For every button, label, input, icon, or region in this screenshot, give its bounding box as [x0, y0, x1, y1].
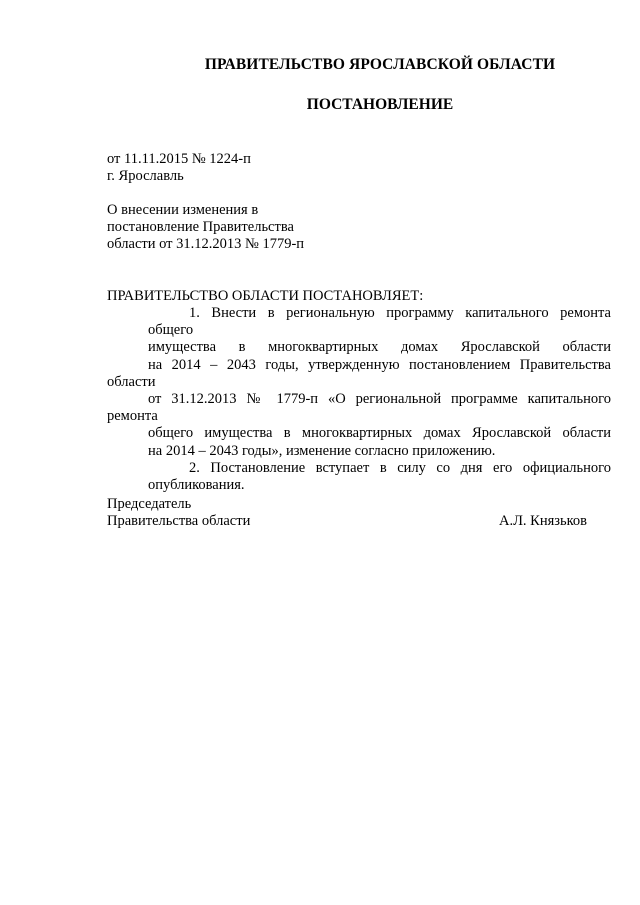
resolution-intro: ПРАВИТЕЛЬСТВО ОБЛАСТИ ПОСТАНОВЛЯЕТ: [107, 288, 424, 304]
clause-line: на 2014 – 2043 годы, утвержденную постановлением Правительства области [107, 356, 611, 390]
clause-2 [107, 460, 611, 494]
clause-line: от 31.12.2013 № 1779-п «О региональной программе капитального ремонта [107, 391, 611, 425]
subject-line: О внесении изменения в [107, 202, 259, 218]
clause-line: 1. Внести в региональную программу капитального ремонта общего [148, 305, 611, 339]
subject-line: области от 31.12.2013 № 1779-п [107, 236, 305, 252]
clause-1 [107, 305, 611, 460]
signature-block [107, 496, 587, 530]
clause-line: опубликования. [148, 477, 245, 494]
document-subject [107, 202, 304, 253]
signature-row [107, 513, 587, 530]
signatory-name: А.Л. Князьков [498, 513, 587, 529]
signatory-title-line2: Правительства области [107, 513, 251, 529]
clause-line: общего имущества в многоквартирных домах Ярославской области [148, 425, 611, 442]
subject-line: постановление Правительства [107, 219, 294, 235]
document-body [107, 305, 611, 494]
clause-line: 2. Постановление вступает в силу со дня его официального [189, 459, 611, 476]
organization-heading: ПРАВИТЕЛЬСТВО ЯРОСЛАВСКОЙ ОБЛАСТИ [204, 56, 556, 73]
document-place: г. Ярославль [107, 168, 184, 184]
document-date-number: от 11.11.2015 № 1224-п [107, 151, 251, 167]
clause-line: на 2014 – 2043 годы», изменение согласно приложению. [148, 442, 496, 459]
clause-line: имущества в многоквартирных домах Ярославской области [148, 339, 611, 356]
document-type-heading: ПОСТАНОВЛЕНИЕ [306, 96, 454, 113]
signatory-title-line1: Председатель [107, 496, 192, 512]
